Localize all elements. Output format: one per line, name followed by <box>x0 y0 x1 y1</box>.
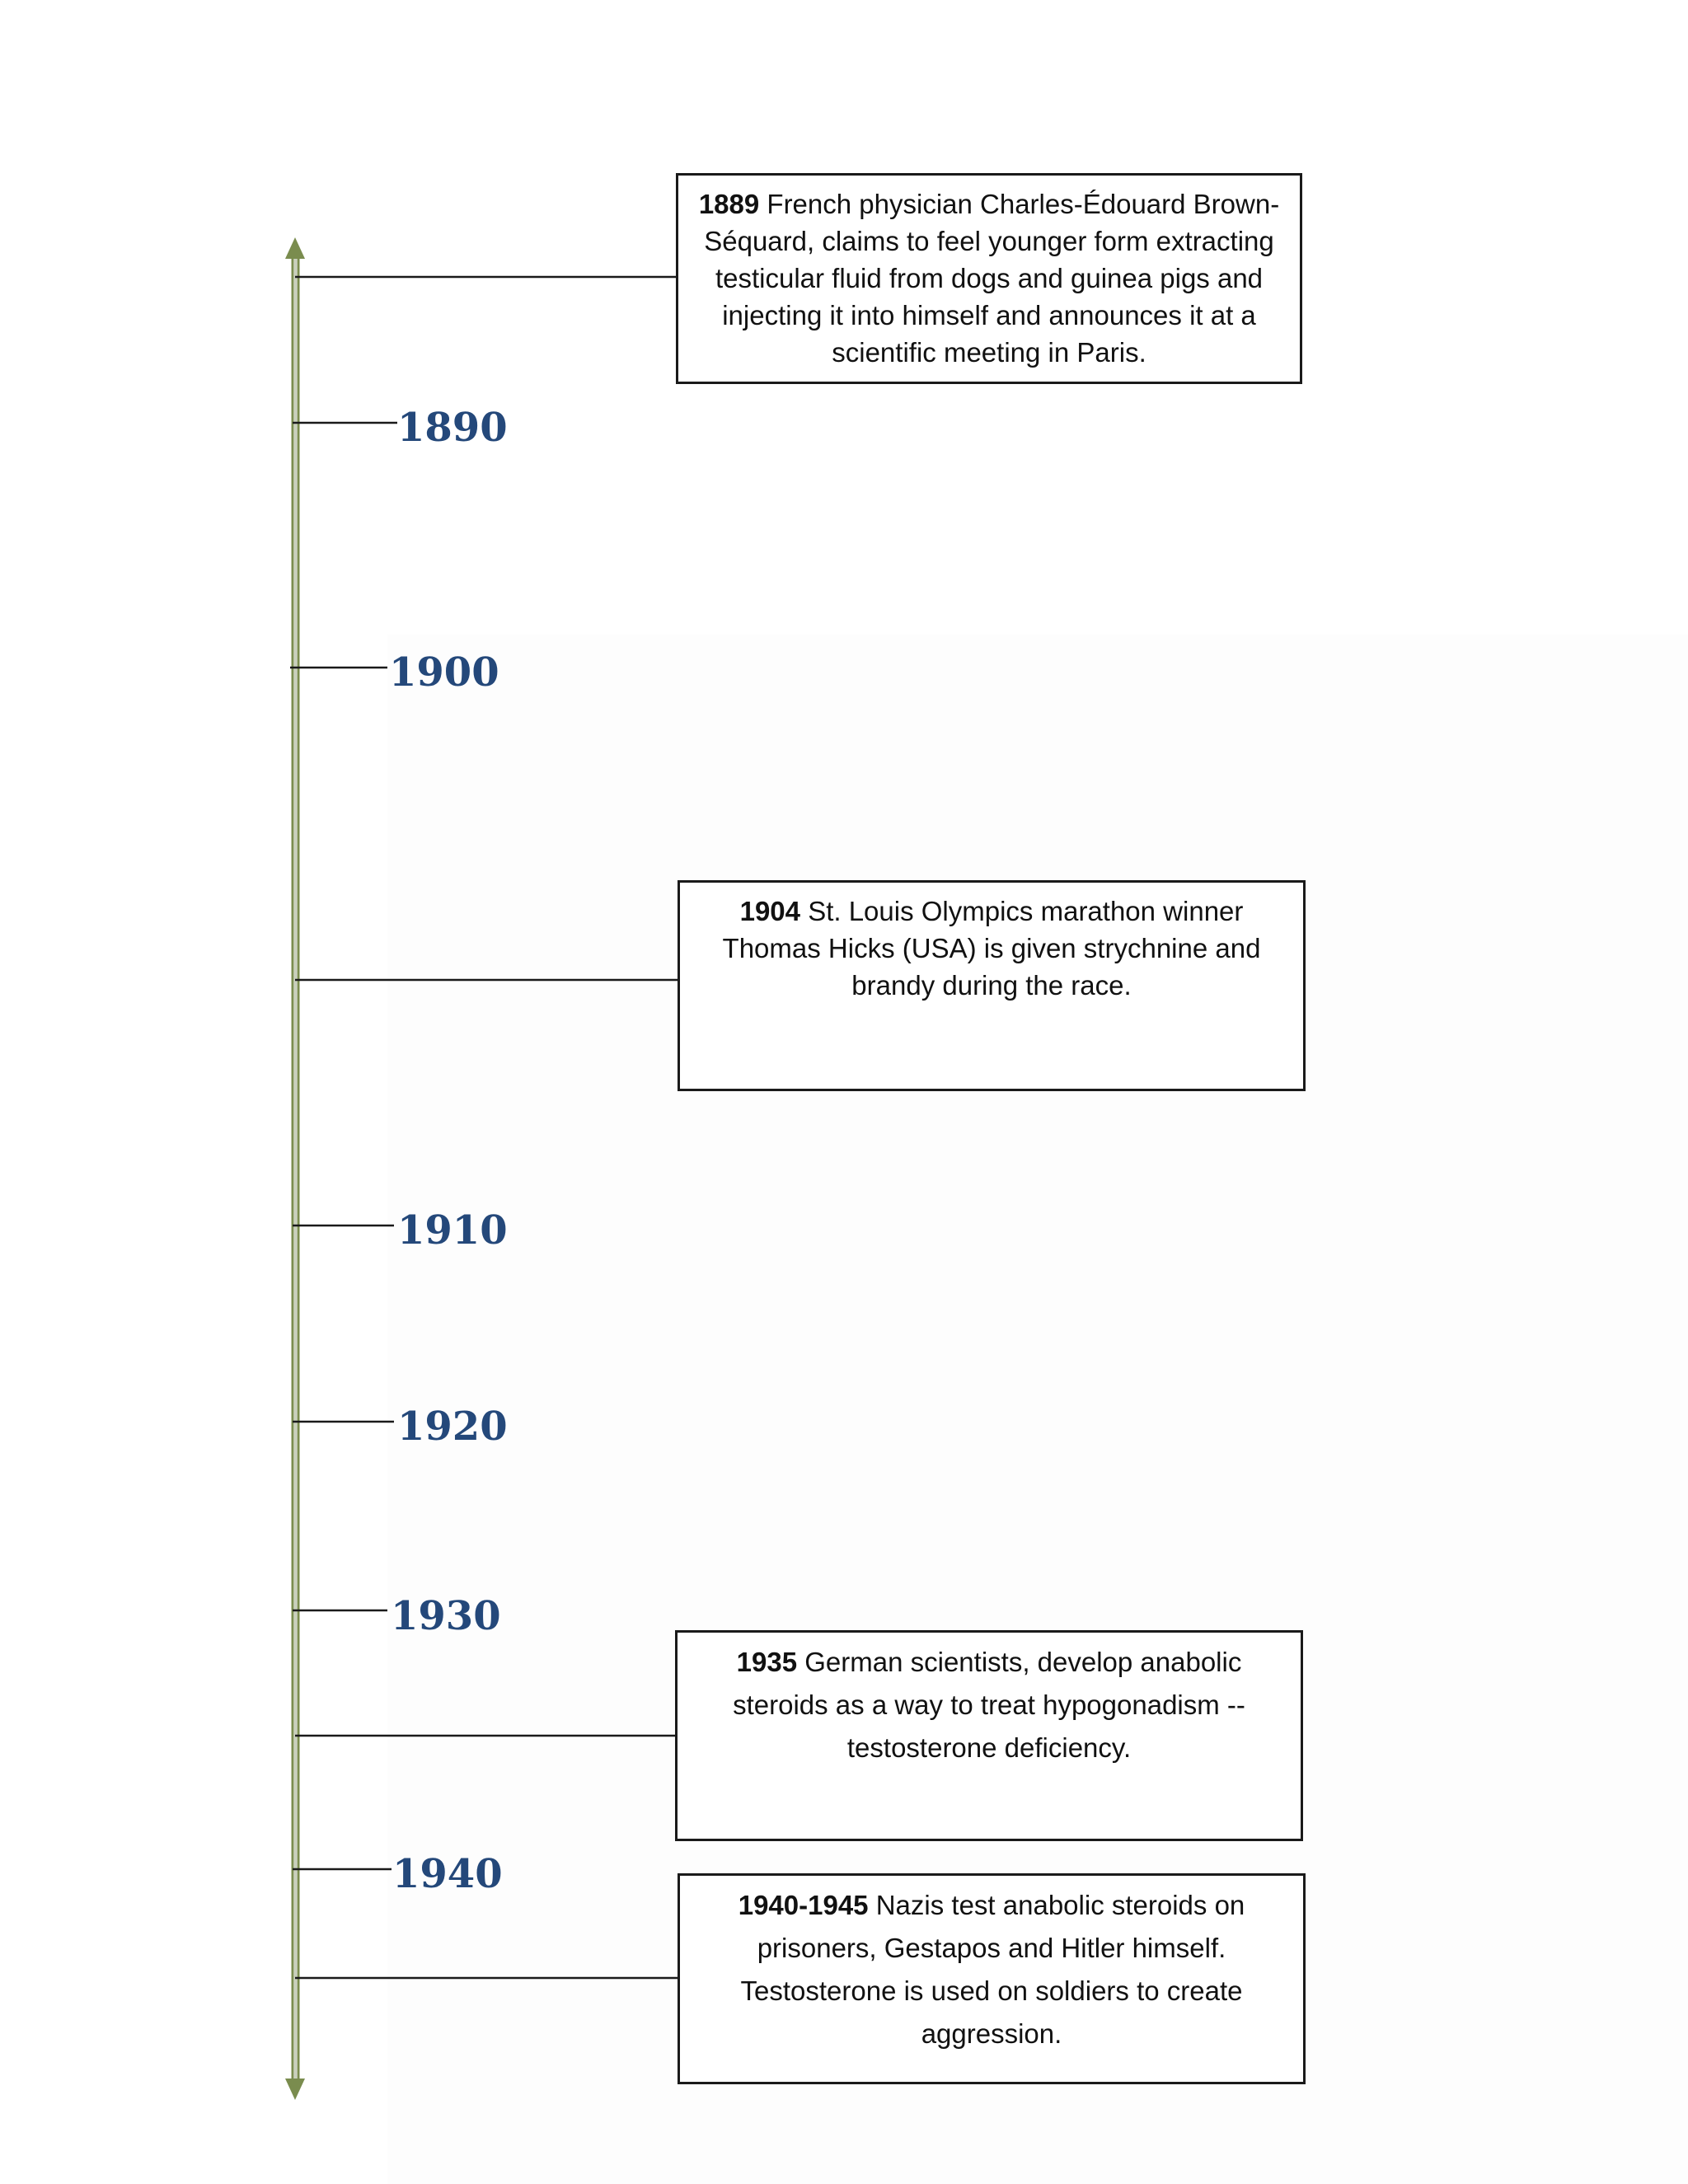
event-text: French physician Charles-Édouard Brown-Séquard, claims to feel younger form extracting testicular fluid from dogs and guinea pigs and injecting it into himself and announces it at a scientific meeting in Paris. <box>704 189 1280 368</box>
year-label-1890: 1890 <box>397 405 508 451</box>
timeline-axis <box>285 237 305 2100</box>
event-connectors <box>295 277 679 1978</box>
event-box-1889 <box>676 173 1302 384</box>
year-label-1910: 1910 <box>397 1207 508 1254</box>
event-box-1935 <box>675 1630 1303 1841</box>
year-label-1920: 1920 <box>397 1404 508 1450</box>
year-label-1940: 1940 <box>392 1851 503 1897</box>
event-text: German scientists, develop anabolic steroids as a way to treat hypogonadism -- testosterone deficiency. <box>733 1647 1245 1763</box>
event-box-1904 <box>678 880 1306 1091</box>
year-label-1930: 1930 <box>391 1593 501 1639</box>
arrow-down-icon <box>285 2079 305 2100</box>
year-label-1900: 1900 <box>389 649 499 696</box>
event-year: 1935 <box>736 1647 798 1677</box>
event-text: St. Louis Olympics marathon winner Thomas Hicks (USA) is given strychnine and brandy during the race. <box>722 896 1261 1001</box>
event-year: 1904 <box>739 896 801 926</box>
arrow-up-icon <box>285 237 305 259</box>
event-year: 1889 <box>698 189 760 219</box>
year-ticks <box>290 423 397 1869</box>
event-text: Nazis test anabolic steroids on prisoners, Gestapos and Hitler himself. Testosterone is used on soldiers to create aggression. <box>740 1890 1245 2049</box>
event-box-1940-1945 <box>678 1873 1306 2084</box>
event-year: 1940-1945 <box>738 1890 869 1920</box>
